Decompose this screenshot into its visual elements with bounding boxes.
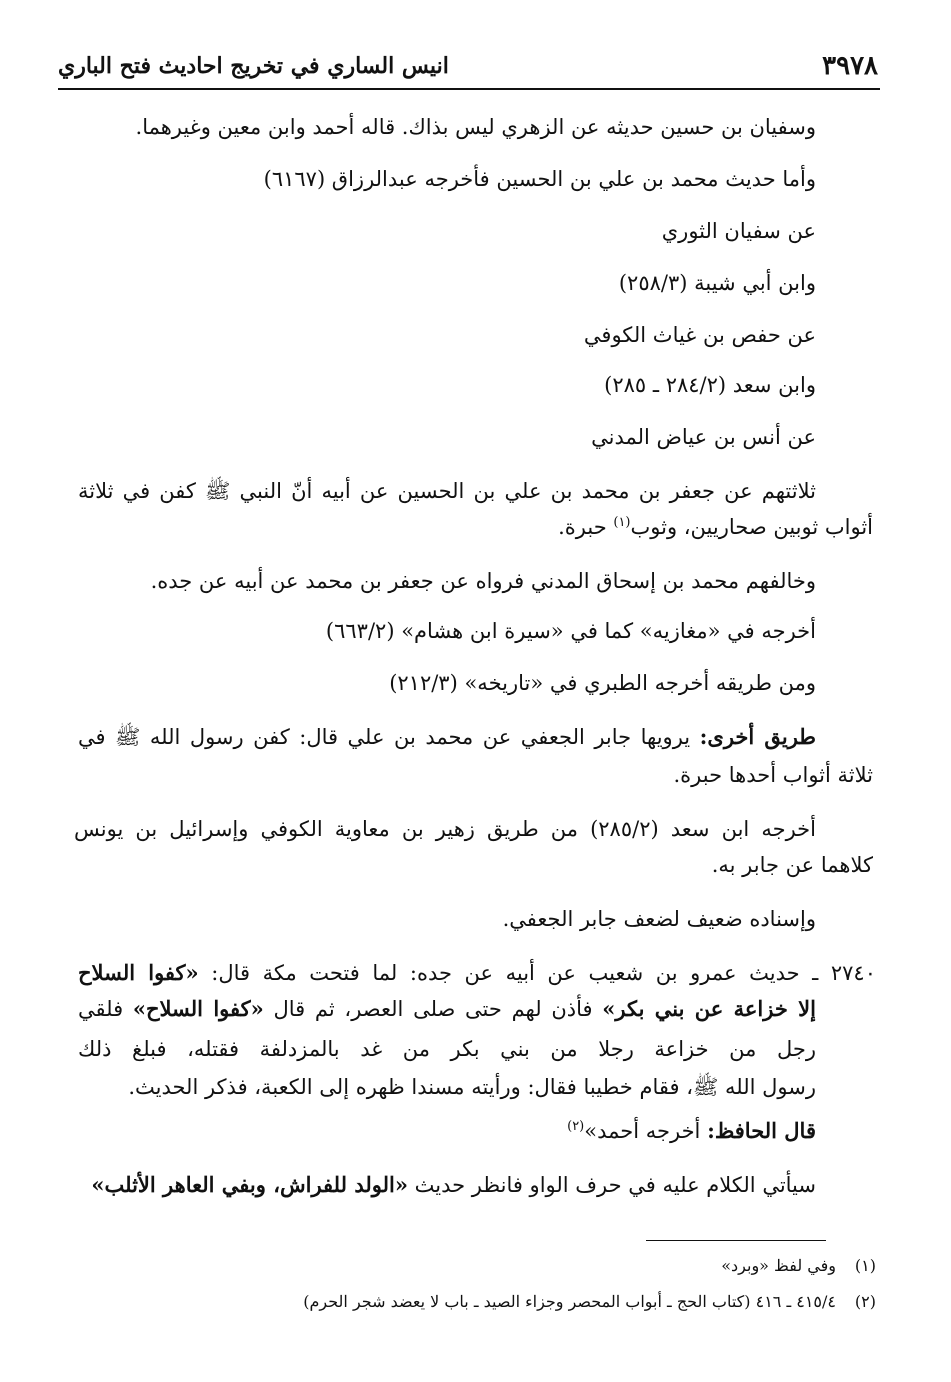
text-line [0,268,951,298]
header-rule [58,88,880,90]
text-line [0,422,951,452]
line-text: أخرجه ابن سعد (٢٨٥/٢) من طريق زهير بن معاوية الكوفي وإسرائيل بن يونس [74,817,816,841]
line-text: رسول الله ﷺ، فقام خطيبا فقال: ورأيته مسندا ظهره إلى الكعبة، فذكر الحديث. [128,1075,816,1099]
line-text: فأذن لهم حتى صلى العصر، ثم قال [263,997,603,1021]
running-title: انيس الساري في تخريج احاديث فتح الباري [58,53,449,79]
hadith-line [0,1072,951,1102]
line-text: أثواب ثوبين صحاريين، وثوب [630,515,873,539]
footnote-number: (٢) [854,1292,876,1311]
text-line [0,1170,951,1200]
text-line [0,512,951,542]
text-line [0,476,951,506]
footnote-rule [646,1240,826,1241]
line-text: وسفيان بن حسين حديثه عن الزهري ليس بذاك. قاله أحمد وابن معين وغيرهما. [135,115,816,139]
footnote-text: وفي لفظ «وبرد» [721,1256,836,1275]
line-text: ثلاثة أثواب أحدها حبرة. [673,763,873,787]
line-text: كلاهما عن جابر به. [711,853,873,877]
text-line [0,216,951,246]
text-line [0,850,951,880]
line-text: أخرجه في «مغازيه» كما في «سيرة ابن هشام» (٦٦٣/٢) [325,619,816,643]
line-text: عن حفص بن غياث الكوفي [583,323,816,347]
footnote [303,1290,876,1314]
hadith-line [0,958,951,988]
line-text: وابن سعد (٢٨٤/٢ ـ ٢٨٥) [604,373,816,397]
text-line [0,566,951,596]
line-text: عن أنس بن عياض المدني [591,425,816,449]
line-text: عن سفيان الثوري [661,219,816,243]
hadith-quote: «الولد للفراش، وبفي العاهر الأثلب» [91,1172,408,1197]
footnote-ref[interactable]: (٢) [567,1119,585,1134]
text-line [0,760,951,790]
line-text: وخالفهم محمد بن إسحاق المدني فرواه عن جعفر بن محمد عن أبيه عن جده. [150,569,816,593]
section-label: قال الحافظ: [707,1118,816,1143]
text-line [0,904,951,934]
line-text: سيأتي الكلام عليه في حرف الواو فانظر حديث [407,1173,816,1197]
line-text: فلقي [78,997,133,1021]
line-text: ومن طريقه أخرجه الطبري في «تاريخه» (٢١٢/٣) [389,671,816,695]
hadith-quote: «كفوا السلاح» [132,996,264,1021]
hadith-line [0,1034,951,1064]
page-header [58,46,878,86]
text-line [0,320,951,350]
page-number: ٣٩٧٨ [822,51,878,81]
hadith-line [0,1116,951,1146]
footnote-number: (١) [854,1256,876,1275]
footnote [721,1254,876,1278]
hadith-quote: «كفوا السلاح [78,960,199,985]
line-text: ٢٧٤٠ ـ حديث عمرو بن شعيب عن أبيه عن جده: لما فتحت مكة قال: [198,961,876,985]
footnote-ref[interactable]: (١) [613,515,631,530]
hadith-quote: إلا خزاعة عن بني بكر» [602,996,816,1021]
line-text: يرويها جابر الجعفي عن محمد بن علي قال: كفن رسول الله ﷺ في [78,725,700,749]
line-text: رجل من خزاعة رجلا من بني بكر من غد بالمزدلفة فقتله، فبلغ ذلك [78,1037,816,1061]
line-text: وابن أبي شيبة (٢٥٨/٣) [618,271,816,295]
footnote-text: ٤١٥/٤ ـ ٤١٦ (كتاب الحج ـ أبواب المحصر وجزاء الصيد ـ باب لا يعضد شجر الحرم) [303,1292,836,1311]
text-line [0,164,951,194]
text-line [0,722,951,752]
line-text: حبرة. [558,515,614,539]
text-line [0,112,951,142]
section-label: طريق أخرى: [699,724,817,749]
text-line [0,370,951,400]
line-text: ثلاثتهم عن جعفر بن محمد بن علي بن الحسين عن أبيه أنّ النبي ﷺ كفن في ثلاثة [78,479,816,503]
hadith-line [0,994,951,1024]
line-text: أخرجه أحمد» [584,1119,708,1143]
text-line [0,814,951,844]
line-text: وإسناده ضعيف لضعف جابر الجعفي. [502,907,816,931]
text-line [0,616,951,646]
text-line [0,668,951,698]
line-text: وأما حديث محمد بن علي بن الحسين فأخرجه عبدالرزاق (٦١٦٧) [263,167,816,191]
